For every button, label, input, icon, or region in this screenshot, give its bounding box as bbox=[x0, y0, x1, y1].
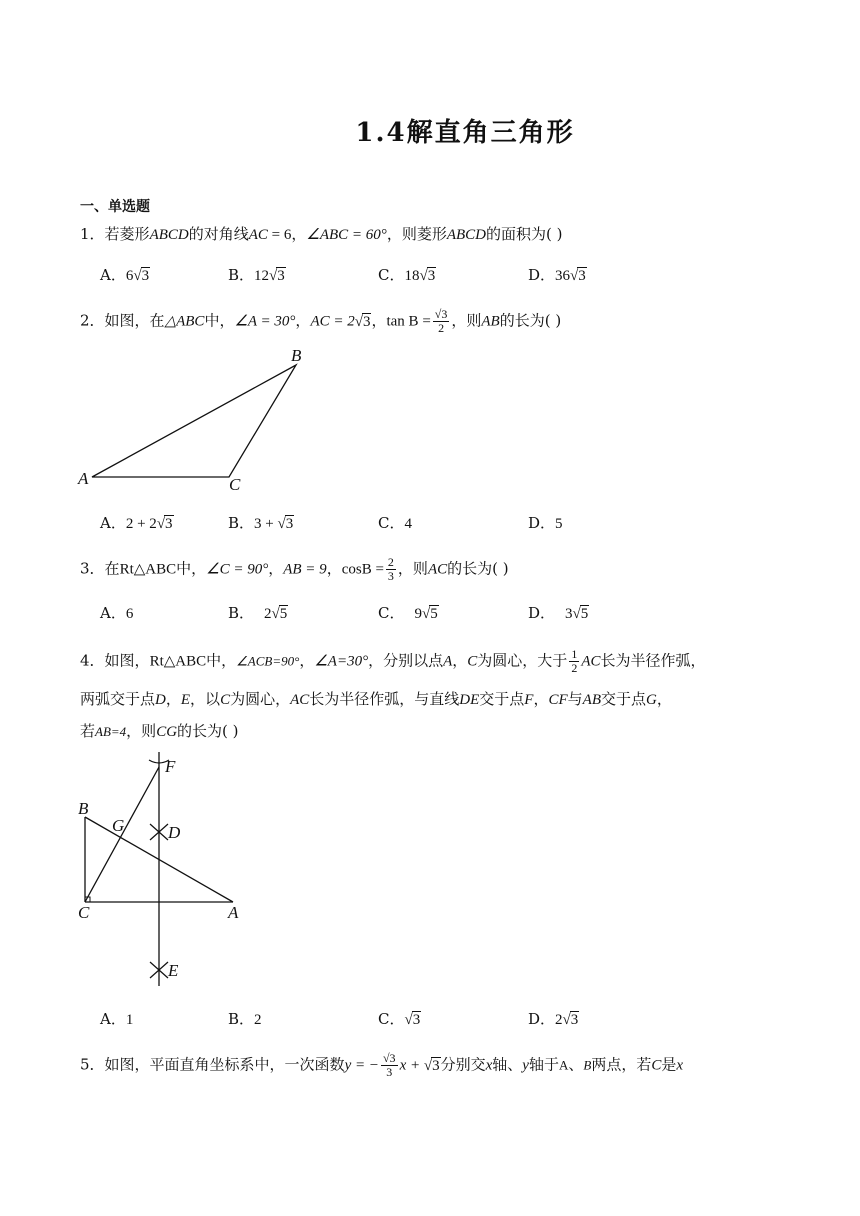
q4-text: ，分别以点 bbox=[368, 651, 444, 670]
q2-math: △ABC bbox=[164, 313, 205, 330]
q4-option-d[interactable] bbox=[528, 1008, 579, 1029]
fraction bbox=[381, 1052, 398, 1079]
section-heading: 一、单选题 bbox=[80, 199, 150, 215]
q3-text: ， bbox=[326, 559, 342, 578]
sqrt-icon: √3 bbox=[354, 313, 371, 330]
q5-text: 两点，若 bbox=[591, 1055, 652, 1074]
q3-math: AB = 9 bbox=[283, 561, 327, 578]
q5-text: 是 bbox=[661, 1055, 677, 1074]
q4-math: G bbox=[646, 692, 657, 708]
vertex-label-b: B bbox=[291, 346, 302, 365]
q4-text: ， bbox=[165, 690, 181, 708]
vertex-label-b: B bbox=[78, 799, 89, 818]
option-label: A． bbox=[100, 514, 126, 532]
option-label: C． bbox=[378, 514, 405, 532]
sqrt-icon: √3 bbox=[404, 1012, 421, 1028]
page-title: 1.4解直角三角形 bbox=[355, 118, 575, 148]
q5-math: B bbox=[583, 1057, 592, 1073]
q4-text: 为圆心，大于 bbox=[477, 651, 568, 670]
q2-math: tan B = bbox=[386, 313, 431, 330]
sqrt-icon: √5 bbox=[421, 606, 438, 622]
q2-text: ， bbox=[295, 311, 311, 330]
option-value: 6 bbox=[125, 268, 134, 284]
point-label-e: E bbox=[168, 961, 179, 980]
vertex-label-c: C bbox=[229, 475, 241, 494]
question-number: 1． bbox=[80, 225, 105, 243]
option-value: 5 bbox=[555, 516, 563, 532]
q5-math: x + bbox=[399, 1057, 424, 1074]
q3-text: 在 bbox=[104, 559, 120, 578]
sqrt-icon: √3 bbox=[133, 268, 150, 284]
q5-math: y bbox=[522, 1057, 529, 1074]
radicand: 3 bbox=[427, 268, 436, 284]
q2-text: 的长为( ) bbox=[499, 311, 562, 330]
option-value: 2 + 2 bbox=[125, 516, 157, 532]
q1-text: 的对角线 bbox=[188, 225, 249, 243]
sqrt-icon: √3 bbox=[423, 1057, 440, 1074]
option-label: B． bbox=[228, 514, 255, 532]
sqrt-icon: √3 bbox=[269, 268, 285, 284]
q5-math: x bbox=[485, 1057, 493, 1074]
q3-math: ∠C = 90° bbox=[206, 561, 269, 578]
q4-math: E bbox=[180, 692, 191, 708]
q4-option-a[interactable] bbox=[100, 1008, 133, 1029]
q4-text: ， bbox=[299, 651, 315, 670]
point-label-f: F bbox=[165, 757, 176, 776]
radicand: 3 bbox=[362, 313, 371, 330]
vertex-label-c: C bbox=[78, 903, 90, 922]
q4-text: 与 bbox=[567, 690, 583, 708]
option-value: 9 bbox=[414, 606, 422, 622]
question-number: 5． bbox=[80, 1055, 105, 1074]
sqrt-icon: √3 bbox=[570, 268, 586, 284]
q4-math: D bbox=[155, 692, 166, 708]
q5-text: 如图，平面直角坐标系中，一次函数 bbox=[104, 1055, 345, 1074]
q4-text: 交于点 bbox=[601, 690, 647, 708]
q4-text: ， bbox=[452, 651, 468, 670]
q4-text: 的长为( ) bbox=[177, 722, 239, 740]
q3-text: ，则 bbox=[397, 559, 428, 578]
fraction-numerator: √3 bbox=[382, 1051, 396, 1065]
q1-math: ABCD bbox=[149, 227, 189, 243]
q1-math: ∠ABC = 60° bbox=[306, 227, 387, 243]
q4-math: DE bbox=[459, 692, 480, 708]
q4-math: Rt△ABC bbox=[149, 653, 207, 670]
option-label: B． bbox=[228, 266, 255, 284]
option-label: C． bbox=[378, 266, 405, 284]
fraction-denominator: 2 bbox=[571, 661, 578, 675]
q4-math: AC bbox=[290, 692, 310, 708]
point-label-d: D bbox=[168, 823, 181, 842]
q4-math: A bbox=[443, 653, 453, 670]
option-label: D． bbox=[528, 514, 556, 532]
q1-text: 若菱形 bbox=[104, 225, 150, 243]
radicand: 3 bbox=[412, 1012, 421, 1028]
sqrt-icon: √5 bbox=[572, 606, 589, 622]
option-label: C． bbox=[378, 604, 405, 622]
fraction-denominator: 3 bbox=[386, 1065, 393, 1079]
fraction-numerator: √3 bbox=[434, 307, 448, 321]
q4-math: C bbox=[220, 692, 231, 708]
option-value: 2 bbox=[555, 1012, 563, 1028]
q3-text: 的长为( ) bbox=[447, 559, 509, 578]
q4-text: ，以 bbox=[190, 690, 221, 708]
q2-math: AC = 2 bbox=[310, 313, 355, 330]
fraction-numerator: 2 bbox=[387, 555, 394, 569]
sqrt-icon: √3 bbox=[562, 1012, 579, 1028]
q4-text: 若 bbox=[80, 722, 96, 740]
q5-text: 、 bbox=[568, 1055, 584, 1074]
q5-text: 轴、 bbox=[492, 1055, 523, 1074]
option-value: 2 bbox=[264, 606, 272, 622]
question-number: 3． bbox=[80, 559, 105, 578]
option-value: 3 + bbox=[254, 516, 278, 532]
q5-math: A bbox=[558, 1057, 569, 1073]
q4-text: 交于点 bbox=[479, 690, 525, 708]
option-value: 1 bbox=[125, 1012, 134, 1028]
q4-text: ， bbox=[656, 690, 672, 708]
option-label: B． bbox=[228, 604, 255, 622]
radicand: 5 bbox=[580, 606, 589, 622]
option-value: 12 bbox=[254, 268, 270, 284]
radicand: 3 bbox=[277, 268, 285, 284]
q1-math: ABCD bbox=[446, 227, 486, 243]
q4-math: C bbox=[467, 653, 478, 670]
q3-text: ， bbox=[268, 559, 284, 578]
option-label: A． bbox=[100, 266, 126, 284]
q4-text: 长为半径作弧，与直线 bbox=[309, 690, 460, 708]
q4-math: CF bbox=[548, 692, 568, 708]
question-number: 2． bbox=[80, 311, 105, 330]
q5-text: 轴于 bbox=[528, 1055, 559, 1074]
point-label-g: G bbox=[112, 816, 125, 835]
q3-math: AC bbox=[427, 561, 448, 578]
option-value: 4 bbox=[404, 516, 412, 532]
sqrt-icon: √3 bbox=[156, 516, 173, 532]
q4-text: 如图， bbox=[104, 651, 150, 670]
option-label: D． bbox=[528, 1010, 556, 1028]
q3-math: cosB = bbox=[341, 561, 384, 578]
q4-math: F bbox=[524, 692, 534, 708]
q2-text: ， bbox=[371, 311, 387, 330]
q4-text: ， bbox=[533, 690, 549, 708]
question-number: 4． bbox=[80, 651, 105, 670]
option-label: A． bbox=[100, 604, 126, 622]
q4-text: 中， bbox=[206, 651, 237, 670]
q4-math: AC bbox=[581, 653, 601, 670]
radicand: 3 bbox=[141, 268, 150, 284]
radicand: 3 bbox=[570, 1012, 579, 1028]
q4-math: AB=4 bbox=[95, 724, 127, 739]
q5-math: x bbox=[676, 1057, 684, 1074]
vertex-label-a: A bbox=[78, 469, 89, 488]
sqrt-icon: √5 bbox=[271, 606, 288, 622]
question-5 bbox=[80, 1052, 683, 1079]
q3-math: Rt△ABC bbox=[119, 561, 177, 578]
option-label: B． bbox=[228, 1010, 255, 1028]
vertex-label-a: A bbox=[228, 903, 239, 922]
q5-math: C bbox=[651, 1057, 662, 1074]
q4-math: AB bbox=[582, 692, 601, 708]
option-label: D． bbox=[528, 266, 556, 284]
q4-text: ，则 bbox=[126, 722, 157, 740]
q2-text: 中， bbox=[204, 311, 235, 330]
radicand: 5 bbox=[279, 606, 288, 622]
q3-text: 中， bbox=[176, 559, 207, 578]
q4-math: ∠A=30° bbox=[314, 653, 369, 670]
q4-math: CG bbox=[156, 724, 178, 740]
option-value: 6 bbox=[125, 606, 134, 622]
q2-math: ∠A = 30° bbox=[234, 313, 296, 330]
sqrt-icon: √3 bbox=[277, 516, 294, 532]
q4-text: 长为半径作弧， bbox=[600, 651, 706, 670]
option-value: 36 bbox=[555, 268, 571, 284]
fraction-denominator: 2 bbox=[438, 321, 445, 335]
q5-math: y = − bbox=[344, 1057, 379, 1074]
q1-math: AC bbox=[248, 227, 268, 243]
option-value: 18 bbox=[404, 268, 420, 284]
option-label: C． bbox=[378, 1010, 405, 1028]
radicand: 3 bbox=[432, 1057, 440, 1074]
q1-text: ， bbox=[291, 225, 307, 243]
radicand: 5 bbox=[430, 606, 438, 622]
radicand: 3 bbox=[165, 516, 173, 532]
option-label: D． bbox=[528, 604, 556, 622]
q1-text: 的面积为( ) bbox=[486, 225, 563, 243]
option-value: 3 bbox=[565, 606, 573, 622]
sqrt-icon: √3 bbox=[419, 268, 436, 284]
option-label: A． bbox=[100, 1010, 126, 1028]
radicand: 3 bbox=[285, 516, 294, 532]
fraction-denominator: 3 bbox=[387, 569, 394, 583]
q4-text: 两弧交于点 bbox=[80, 690, 156, 708]
q1-math: = 6 bbox=[267, 227, 292, 243]
q2-math: AB bbox=[481, 313, 500, 330]
q4-text: 为圆心， bbox=[230, 690, 291, 708]
q4-option-b[interactable] bbox=[228, 1008, 262, 1029]
fraction-numerator: 1 bbox=[571, 647, 578, 661]
q2-text: ，则 bbox=[451, 311, 482, 330]
radicand: 3 bbox=[578, 268, 586, 284]
q2-text: 如图，在 bbox=[104, 311, 165, 330]
q5-text: 分别交 bbox=[440, 1055, 486, 1074]
option-value: 2 bbox=[254, 1012, 262, 1028]
q4-math: ∠ACB=90° bbox=[236, 653, 300, 669]
q1-text: ，则菱形 bbox=[386, 225, 447, 243]
q4-option-c[interactable] bbox=[378, 1008, 421, 1029]
